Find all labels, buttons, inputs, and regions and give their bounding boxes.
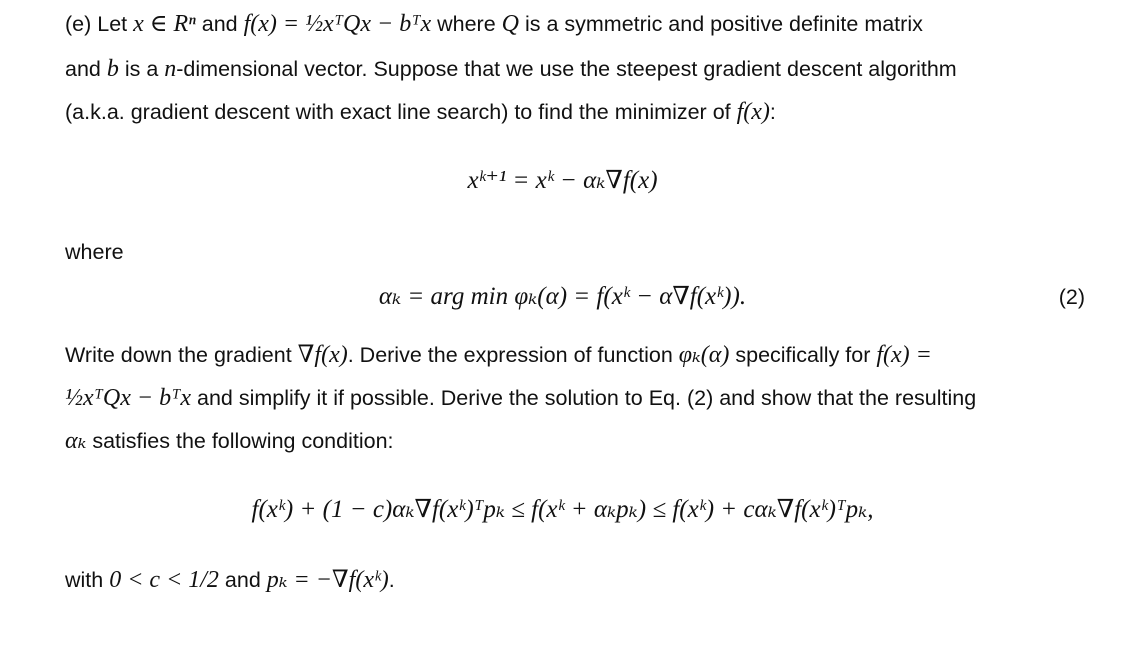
problem-line-6 bbox=[65, 427, 394, 455]
text: (e) Let bbox=[65, 12, 134, 36]
where-label: where bbox=[65, 240, 124, 264]
math-fx: f(x) bbox=[736, 99, 770, 125]
math-alpha-k: αₖ bbox=[65, 428, 87, 454]
text: specifically for bbox=[729, 343, 877, 367]
text: Write down the gradient bbox=[65, 343, 298, 367]
text: and bbox=[195, 12, 244, 36]
problem-line-2 bbox=[65, 55, 957, 83]
problem-line-1 bbox=[65, 10, 923, 38]
text: : bbox=[769, 100, 776, 124]
math-q: Q bbox=[501, 11, 519, 37]
math-x-in-rn: x ∈ Rⁿ bbox=[133, 11, 196, 37]
problem-line-4 bbox=[65, 341, 932, 369]
math-gradient: ∇f(x) bbox=[297, 342, 348, 368]
text: where bbox=[431, 12, 502, 36]
text: is a symmetric and positive definite matrix bbox=[518, 12, 923, 36]
math-quadratic: ½xᵀQx − bᵀx bbox=[65, 385, 192, 411]
text: satisfies the following condition: bbox=[86, 429, 394, 453]
math-c-range: 0 < c < 1/2 bbox=[109, 567, 219, 593]
text: . Derive the expression of function bbox=[347, 343, 679, 367]
problem-line-7 bbox=[65, 566, 395, 594]
text: and simplify it if possible. Derive the solution to Eq. (2) and show that the resulting bbox=[191, 386, 977, 410]
problem-line-5 bbox=[65, 384, 976, 412]
text: (a.k.a. gradient descent with exact line search) to find the minimizer of bbox=[65, 100, 737, 124]
math-f-definition: f(x) = ½xᵀQx − bᵀx bbox=[243, 11, 432, 37]
equation-number: (2) bbox=[1058, 285, 1085, 309]
equation-update-rule: xᵏ⁺¹ = xᵏ − αₖ∇f(x) bbox=[467, 167, 658, 194]
equation-condition: f(xᵏ) + (1 − c)αₖ∇f(xᵏ)ᵀpₖ ≤ f(xᵏ + αₖpₖ) ≤ f(xᵏ) + cαₖ∇f(xᵏ)ᵀpₖ, bbox=[251, 496, 874, 523]
text: is a bbox=[118, 57, 165, 81]
text: -dimensional vector. Suppose that we use the steepest gradient descent algorithm bbox=[176, 57, 957, 81]
math-phi: φₖ(α) bbox=[678, 342, 730, 368]
math-pk: pₖ = −∇f(xᵏ) bbox=[266, 567, 389, 593]
equation-alpha: αₖ = arg min φₖ(α) = f(xᵏ − α∇f(xᵏ)). bbox=[378, 283, 747, 310]
problem-line-3 bbox=[65, 98, 776, 126]
math-n: n bbox=[164, 56, 177, 82]
text: . bbox=[388, 568, 395, 592]
text: and bbox=[65, 57, 107, 81]
math-fx-equals: f(x) = bbox=[876, 342, 932, 368]
text: with bbox=[65, 568, 110, 592]
text: and bbox=[218, 568, 267, 592]
math-b: b bbox=[106, 56, 119, 82]
